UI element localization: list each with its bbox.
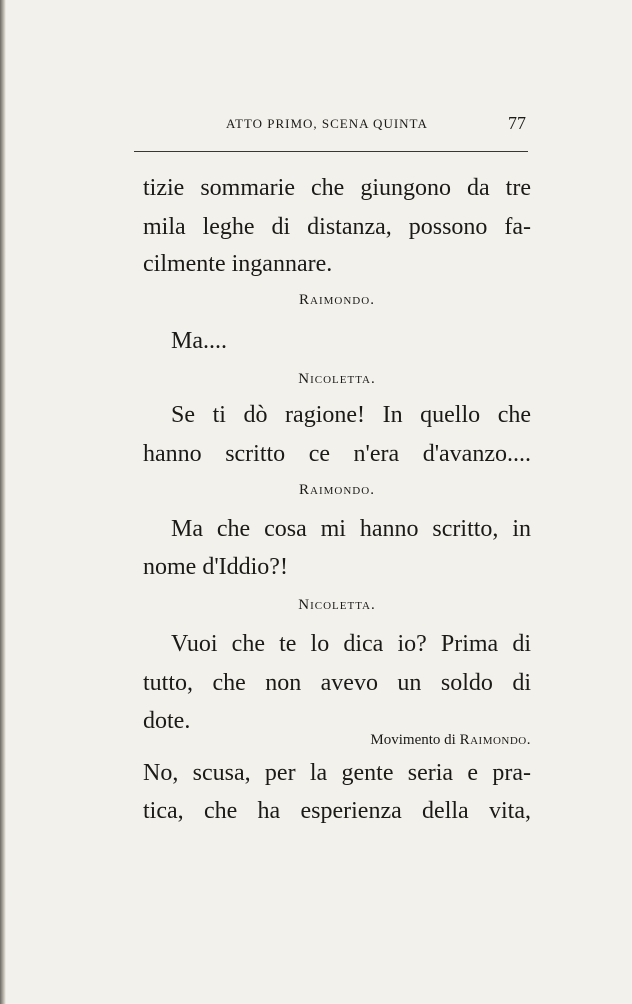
page-binding-edge — [0, 0, 6, 1004]
text-line: Ma che cosa mi hanno scritto, in — [171, 516, 531, 542]
text-line: mila leghe di distanza, possono fa- — [143, 214, 531, 240]
page-number: 77 — [508, 113, 526, 133]
text-line: dote. — [143, 708, 191, 734]
speaker-name: Nicoletta. — [298, 597, 376, 613]
speaker-name: Raimondo. — [299, 482, 375, 498]
text-line: Ma.... — [171, 328, 227, 354]
stage-direction — [370, 730, 531, 750]
text-line: tutto, che non avevo un soldo di — [143, 670, 531, 696]
running-head — [0, 113, 632, 138]
stage-direction-name: Raimondo. — [459, 732, 531, 748]
stage-direction-text: Movimento di — [370, 732, 456, 748]
text-line: tica, che ha esperienza della vita, — [143, 798, 531, 824]
text-line: hanno scritto ce n'era d'avanzo.... — [143, 441, 531, 467]
text-line: cilmente ingannare. — [143, 251, 333, 277]
running-title: ATTO PRIMO, SCENA QUINTA — [226, 116, 428, 131]
text-line: tizie sommarie che giungono da tre — [143, 175, 531, 201]
header-rule — [134, 151, 528, 152]
speaker-name: Nicoletta. — [298, 371, 376, 387]
text-line: nome d'Iddio?! — [143, 554, 288, 580]
text-line: Se ti dò ragione! In quello che — [171, 402, 531, 428]
speaker-name: Raimondo. — [299, 292, 375, 308]
text-line: Vuoi che te lo dica io? Prima di — [171, 631, 531, 657]
text-line: No, scusa, per la gente seria e pra- — [143, 760, 531, 786]
